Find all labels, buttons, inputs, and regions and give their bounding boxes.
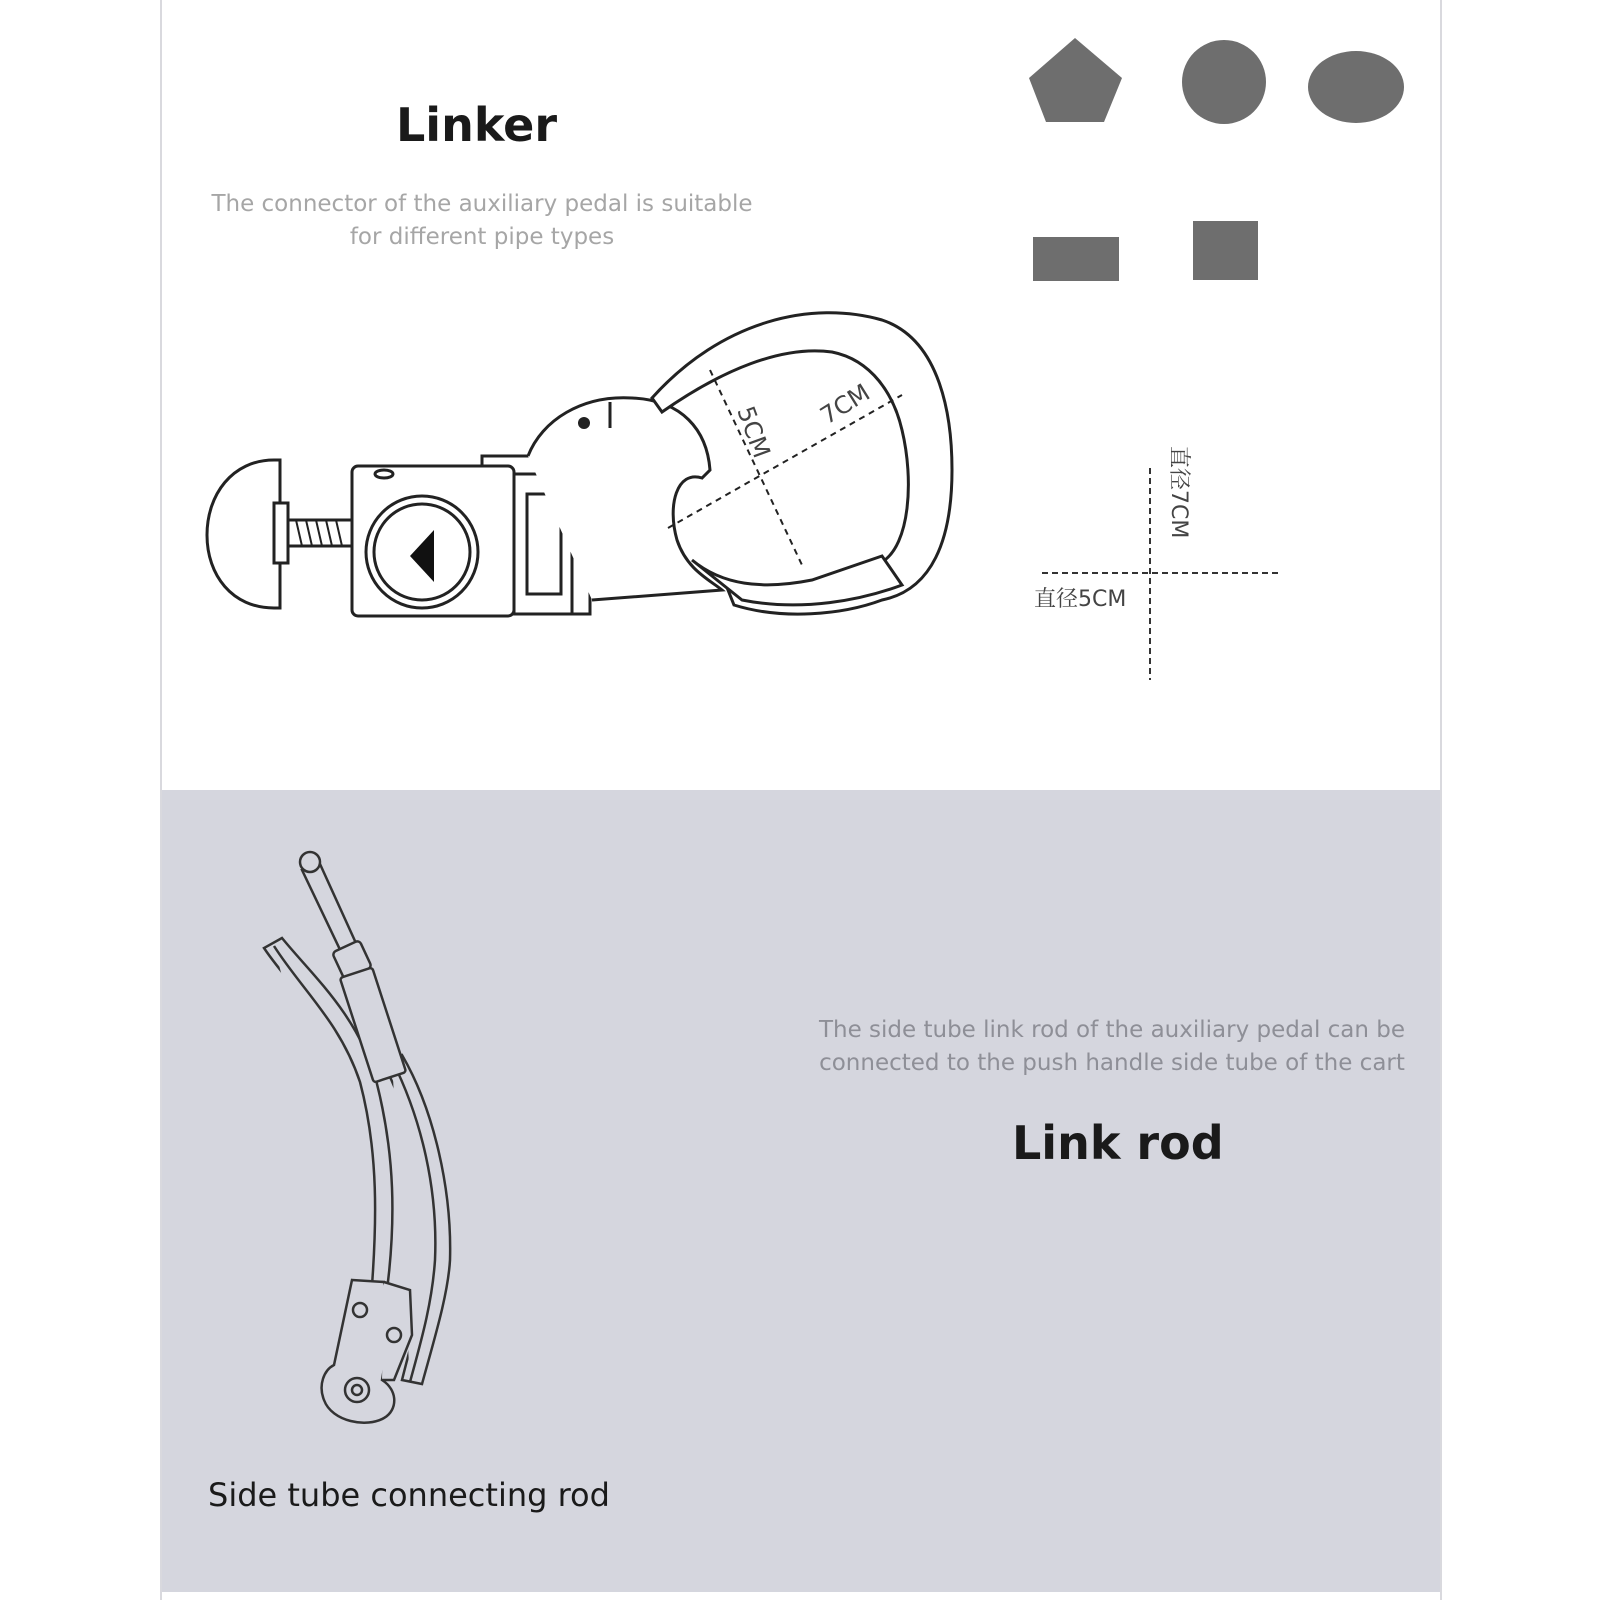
- link-rod-title: Link rod: [1012, 1116, 1224, 1170]
- link-rod-description-line2: connected to the push handle side tube of the cart: [819, 1050, 1405, 1076]
- dimension-line-5cm: [710, 370, 802, 565]
- knob-neck: [274, 503, 288, 563]
- linker-title: Linker: [396, 98, 558, 152]
- link-rod-section: [162, 790, 1440, 1592]
- link-rod-description: [802, 1014, 1422, 1080]
- link-rod-description-line1: The side tube link rod of the auxiliary pedal can be: [818, 1017, 1406, 1043]
- diameter-5cm-label: 直径5CM: [1034, 587, 1127, 612]
- top-rod-cap: [300, 852, 320, 872]
- product-page: [160, 0, 1442, 1600]
- linker-description-line2: for different pipe types: [349, 224, 615, 250]
- linker-description-line1: The connector of the auxiliary pedal is suitable: [211, 191, 753, 217]
- linker-section: [162, 0, 1440, 790]
- dimension-label-7cm: 7CM: [815, 378, 875, 431]
- link-rod-illustration: [162, 790, 1440, 1592]
- diameter-7cm-label: 直径7CM: [1166, 446, 1191, 539]
- knob-head: [207, 460, 280, 608]
- linker-illustration: [162, 0, 1440, 790]
- dimension-label-5cm: 5CM: [731, 402, 776, 462]
- link-rod-caption: Side tube connecting rod: [208, 1476, 610, 1514]
